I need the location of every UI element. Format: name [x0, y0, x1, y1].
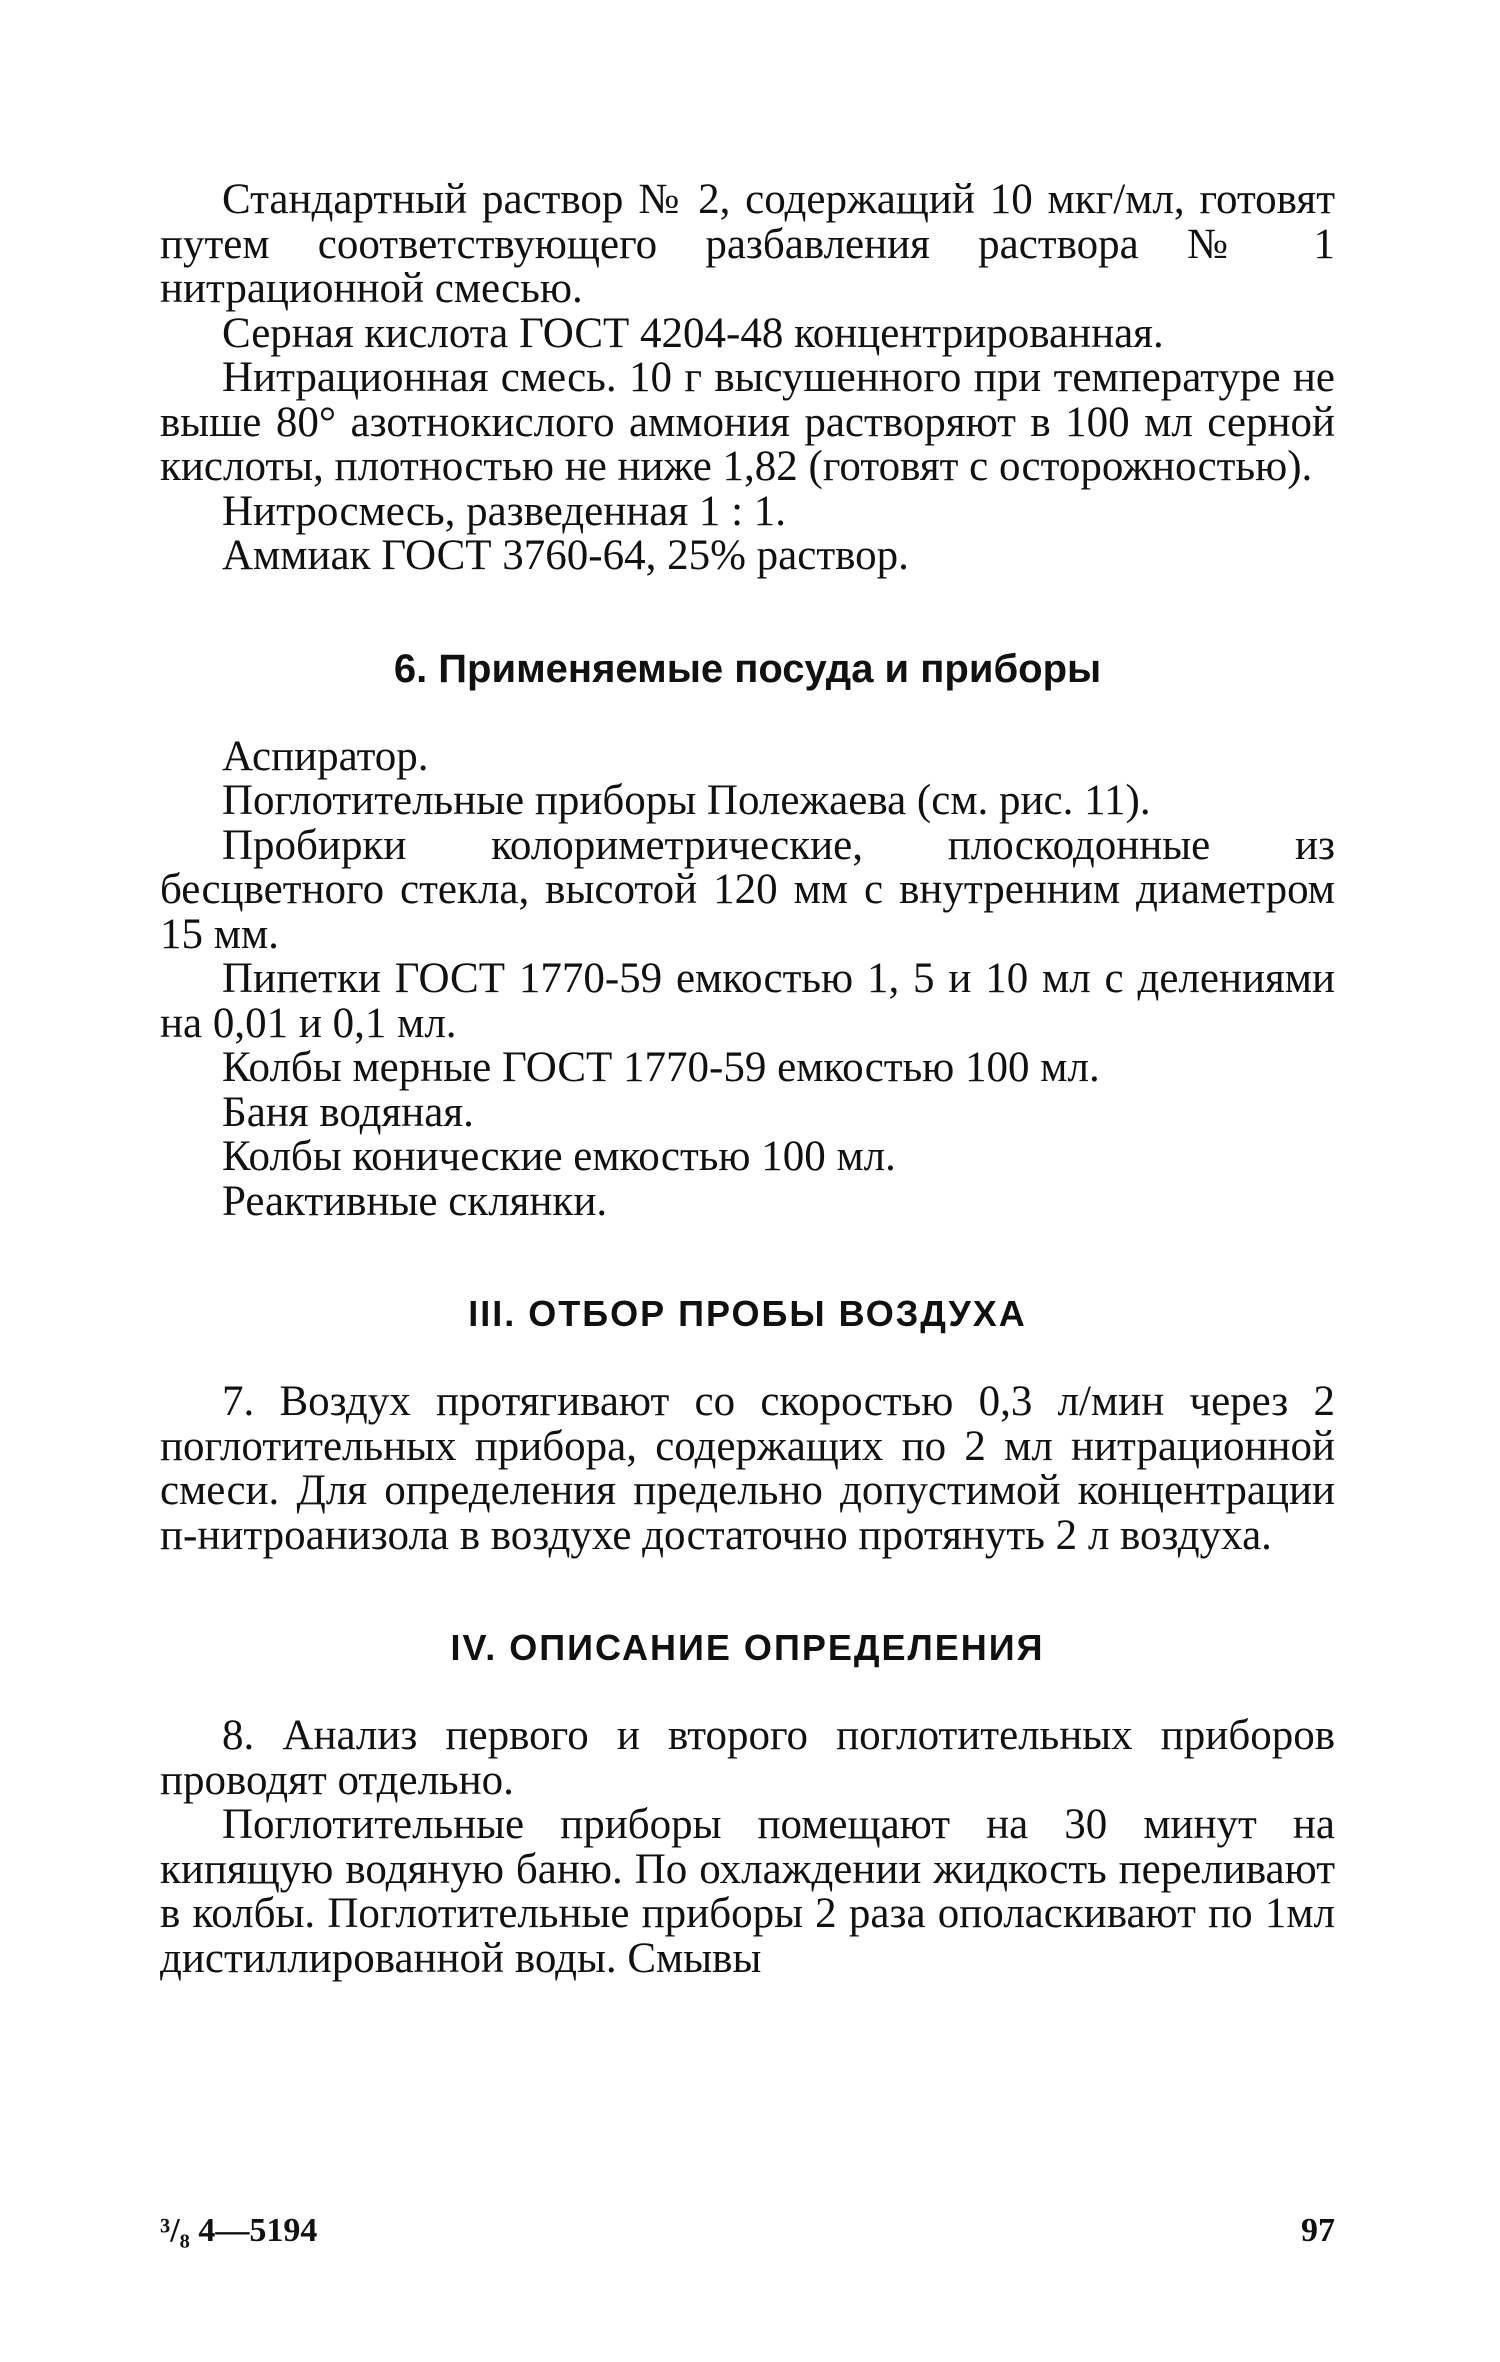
equipment-item: Пипетки ГОСТ 1770-59 емкостью 1, 5 и 10 мл с делениями на 0,01 и 0,1 мл. [160, 955, 1335, 1047]
sampling-paragraph: 7. Воздух протягивают со скоростью 0,3 л/мин через 2 поглотительных прибора, содержащих по 2 мл нитрационной смеси. Для определения предельно допустимой концентрации п-нитроанизола в воздухе достаточно протянуть 2 л воздуха. [160, 1378, 1335, 1559]
equipment-item: Баня водяная. [222, 1088, 474, 1136]
procedure-paragraph-1: 8. Анализ первого и второго поглотительных приборов проводят отдельно. [160, 1712, 1335, 1804]
page-footer [160, 2212, 1335, 2256]
page-body [160, 178, 1335, 1981]
section-4-heading: IV. ОПИСАНИЕ ОПРЕДЕЛЕНИЯ [450, 1627, 1045, 1668]
section-3-heading-block [160, 1292, 1335, 1336]
page-number: 97 [1301, 2212, 1335, 2249]
procedure-paragraph-2: Поглотительные приборы помещают на 30 минут на кипящую водяную баню. По охлаждении жидкость переливают в колбы. Поглотительные приборы 2 раза ополаскивают по 1мл дистиллированной воды. Смывы [160, 1801, 1335, 1982]
equipment-item: Реактивные склянки. [222, 1177, 608, 1225]
equipment-item: Пробирки колориметрические, плоскодонные из бесцветного стекла, высотой 120 мм с внутренним диаметром 15 мм. [160, 821, 1335, 958]
intro-paragraph-3: Нитрационная смесь. 10 г высушенного при температуре не выше 80° азотнокислого аммония растворяют в 100 мл серной кислоты, плотностью не ниже 1,82 (готовят с осторожностью). [160, 354, 1335, 490]
section-6-heading-block [160, 647, 1335, 691]
intro-paragraph-2: Серная кислота ГОСТ 4204-48 концентрированная. [222, 309, 1164, 357]
printer-signature: ³/₈ 4—5194 [160, 2212, 318, 2249]
intro-paragraph-4: Нитросмесь, разведенная 1 : 1. [222, 487, 787, 535]
equipment-item: Поглотительные приборы Полежаева (см. рис. 11). [222, 777, 1151, 824]
equipment-item: Аспиратор. [222, 732, 429, 780]
intro-paragraph-5: Аммиак ГОСТ 3760-64, 25% раствор. [222, 532, 909, 579]
equipment-item: Колбы конические емкостью 100 мл. [222, 1133, 896, 1180]
intro-paragraph-1: Стандартный раствор № 2, содержащий 10 мкг/мл, готовят путем соответствующего разбавления раствора № 1 нитрационной смесью. [160, 176, 1335, 312]
section-6-heading: 6. Применяемые посуда и приборы [393, 646, 1102, 691]
equipment-item: Колбы мерные ГОСТ 1770-59 емкостью 100 мл. [222, 1044, 1100, 1091]
section-4-heading-block [160, 1626, 1335, 1670]
section-3-heading: III. ОТБОР ПРОБЫ ВОЗДУХА [468, 1293, 1027, 1334]
